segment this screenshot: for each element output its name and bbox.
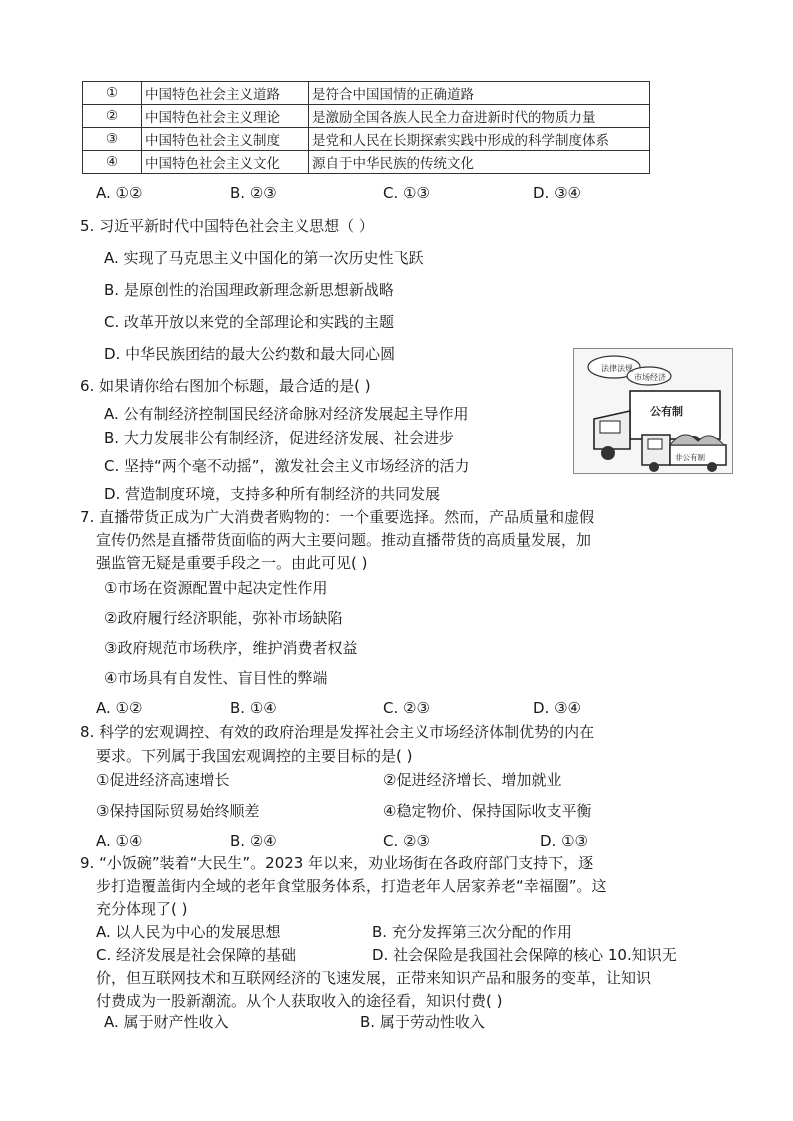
q6-choice-a[interactable]: A. 公有制经济控制国民经济命脉对经济发展起主导作用: [104, 405, 469, 423]
row-desc: 源自于中华民族的传统文化: [309, 151, 650, 174]
q4-choice-d[interactable]: D. ③④: [533, 184, 581, 202]
q10-stem-line2: 付费成为一股新潮流。从个人获取收入的途径看，知识付费( ): [96, 992, 503, 1010]
q7-option-4: ④市场具有自发性、盲目性的弊端: [104, 669, 328, 687]
q8-option-3: ③保持国际贸易始终顺差: [96, 802, 260, 820]
q8-choice-a[interactable]: A. ①④: [96, 832, 143, 850]
q7-stem-line2: 宣传仍然是直播带货面临的两大主要问题。推动直播带货的高质量发展，加: [96, 531, 592, 549]
q8-option-1: ①促进经济高速增长: [96, 771, 230, 789]
options-table: [82, 81, 650, 174]
q5-choice-c[interactable]: C. 改革开放以来党的全部理论和实践的主题: [104, 313, 395, 331]
cartoon-car-label: 非公有制: [675, 453, 705, 462]
q4-choice-a[interactable]: A. ①②: [96, 184, 143, 202]
cartoon-truck-label: 公有制: [650, 405, 683, 418]
q7-stem-line3: 强监管无疑是重要手段之一。由此可见( ): [96, 554, 368, 572]
row-number: ③: [83, 128, 142, 151]
q7-choice-a[interactable]: A. ①②: [96, 699, 143, 717]
q4-choice-c[interactable]: C. ①③: [383, 184, 430, 202]
q6-choice-b[interactable]: B. 大力发展非公有制经济，促进经济发展、社会进步: [104, 429, 454, 447]
q8-stem-line1: 8. 科学的宏观调控、有效的政府治理是发挥社会主义市场经济体制优势的内在: [80, 723, 595, 741]
cartoon-image: [573, 348, 733, 474]
q7-choice-b[interactable]: B. ①④: [230, 699, 277, 717]
q5-choice-d[interactable]: D. 中华民族团结的最大公约数和最大同心圆: [104, 345, 396, 363]
row-number: ①: [83, 82, 142, 105]
q7-option-2: ②政府履行经济职能，弥补市场缺陷: [104, 609, 343, 627]
q5-stem: 5. 习近平新时代中国特色社会主义思想（ ）: [80, 217, 374, 235]
q6-choice-c[interactable]: C. 坚持“两个毫不动摇”，激发社会主义市场经济的活力: [104, 457, 470, 475]
q8-option-2: ②促进经济增长、增加就业: [383, 771, 562, 789]
q8-option-4: ④稳定物价、保持国际收支平衡: [383, 802, 592, 820]
row-item: 中国特色社会主义制度: [142, 128, 309, 151]
row-item: 中国特色社会主义文化: [142, 151, 309, 174]
cartoon-label-law: 法律法规: [601, 364, 633, 373]
q8-choice-c[interactable]: C. ②③: [383, 832, 430, 850]
q6-stem: 6. 如果请你给右图加个标题，最合适的是( ): [80, 377, 371, 395]
q7-stem-line1: 7. 直播带货正成为广大消费者购物的：一个重要选择。然而，产品质量和虚假: [80, 508, 595, 526]
q7-choice-c[interactable]: C. ②③: [383, 699, 430, 717]
q4-choice-b[interactable]: B. ②③: [230, 184, 277, 202]
row-item: 中国特色社会主义道路: [142, 82, 309, 105]
row-desc: 是激励全国各族人民全力奋进新时代的物质力量: [309, 105, 650, 128]
row-item: 中国特色社会主义理论: [142, 105, 309, 128]
q6-choice-d[interactable]: D. 营造制度环境，支持多种所有制经济的共同发展: [104, 485, 441, 503]
q9-stem-line2: 步打造覆盖街内全域的老年食堂服务体系，打造老年人居家养老“幸福圈”。这: [96, 877, 607, 895]
q10-choice-a[interactable]: A. 属于财产性收入: [104, 1013, 229, 1031]
q7-choice-d[interactable]: D. ③④: [533, 699, 581, 717]
q7-option-3: ③政府规范市场秩序，维护消费者权益: [104, 639, 358, 657]
cartoon-label-market: 市场经济: [634, 373, 666, 382]
table-row: [83, 105, 650, 128]
q9-stem-line3: 充分体现了( ): [96, 900, 188, 918]
table-row: [83, 82, 650, 105]
q7-option-1: ①市场在资源配置中起决定性作用: [104, 579, 328, 597]
q9-choice-c[interactable]: C. 经济发展是社会保障的基础: [96, 946, 297, 964]
q10-choice-b[interactable]: B. 属于劳动性收入: [360, 1013, 485, 1031]
q5-choice-b[interactable]: B. 是原创性的治国理政新理念新思想新战略: [104, 281, 394, 299]
q5-choice-a[interactable]: A. 实现了马克思主义中国化的第一次历史性飞跃: [104, 249, 424, 267]
q8-stem-line2: 要求。下列属于我国宏观调控的主要目标的是( ): [96, 747, 413, 765]
row-number: ④: [83, 151, 142, 174]
q9-choice-d[interactable]: D. 社会保险是我国社会保障的核心 10.知识无: [372, 946, 677, 964]
table-row: [83, 128, 650, 151]
q8-choice-d[interactable]: D. ①③: [540, 832, 588, 850]
q10-stem-line1: 价，但互联网技术和互联网经济的飞速发展，正带来知识产品和服务的变革，让知识: [96, 969, 652, 987]
q9-stem-line1: 9. “小饭碗”装着“大民生”。2023 年以来，劝业场街在各政府部门支持下，逐: [80, 854, 594, 872]
q9-choice-b[interactable]: B. 充分发挥第三次分配的作用: [372, 923, 572, 941]
q9-choice-a[interactable]: A. 以人民为中心的发展思想: [96, 923, 281, 941]
table-row: [83, 151, 650, 174]
row-desc: 是符合中国国情的正确道路: [309, 82, 650, 105]
q8-choice-b[interactable]: B. ②④: [230, 832, 277, 850]
row-desc: 是党和人民在长期探索实践中形成的科学制度体系: [309, 128, 650, 151]
row-number: ②: [83, 105, 142, 128]
